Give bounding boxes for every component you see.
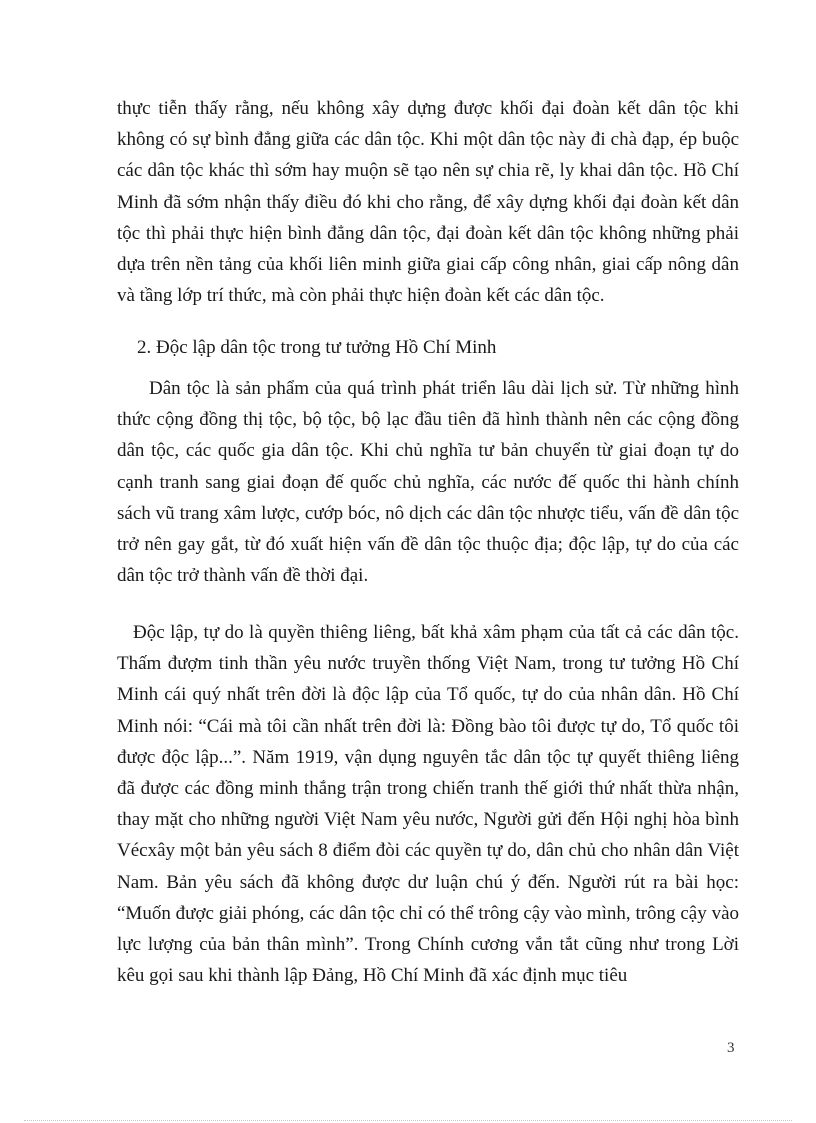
paragraph-equality-of-nations: thực tiễn thấy rằng, nếu không xây dựng được khối đại đoàn kết dân tộc khi không có sự bình đẳng giữa các dân tộc. Khi một dân tộc này đi chà đạp, ép buộc các dân tộc khác thì sớm hay muộn sẽ tạo nên sự chia rẽ, ly khai dân tộc. Hồ Chí Minh đã sớm nhận thấy điều đó khi cho rằng, để xây dựng khối đại đoàn kết dân tộc thì phải thực hiện bình đẳng dân tộc, đại đoàn kết dân tộc không những phải dựa trên nền tảng của khối liên minh giữa giai cấp công nhân, giai cấp nông dân và tầng lớp trí thức, mà còn phải thực hiện đoàn kết các dân tộc.	[117, 98, 739, 307]
section-heading: 2. Độc lập dân tộc trong tư tưởng Hồ Chí Minh	[137, 337, 497, 358]
page-bottom-border	[24, 1120, 792, 1121]
paragraph-nation-origin: Dân tộc là sản phẩm của quá trình phát triển lâu dài lịch sử. Từ những hình thức cộng đồng thị tộc, bộ tộc, bộ lạc đầu tiên đã hình thành nên các cộng đồng dân tộc, các quốc gia dân tộc. Khi chủ nghĩa tư bản chuyển từ giai đoạn tự do cạnh tranh sang giai đoạn đế quốc chủ nghĩa, các nước đế quốc thi hành chính sách vũ trang xâm lược, cướp bóc, nô dịch các dân tộc nhược tiểu, vấn đề dân tộc trở nên gay gắt, từ đó xuất hiện vấn đề dân tộc thuộc địa; độc lập, tự do của các dân tộc trở thành vấn đề thời đại.	[117, 378, 739, 587]
paragraph-independence-freedom: Độc lập, tự do là quyền thiêng liêng, bất khả xâm phạm của tất cả các dân tộc. Thấm đượm tinh thần yêu nước truyền thống Việt Nam, trong tư tưởng Hồ Chí Minh cái quý nhất trên đời là độc lập của Tổ quốc, tự do của nhân dân. Hồ Chí Minh nói: “Cái mà tôi cần nhất trên đời là: Đồng bào tôi được tự do, Tổ quốc tôi được độc lập...”. Năm 1919, vận dụng nguyên tắc dân tộc tự quyết thiêng liêng đã được các đồng minh thắng trận trong chiến tranh thế giới thứ nhất thừa nhận, thay mặt cho những người Việt Nam yêu nước, Người gửi đến Hội nghị hòa bình Vécxây một bản yêu sách 8 điểm đòi các quyền tự do, dân chủ cho nhân dân Việt Nam. Bản yêu sách đã không được dư luận chú ý đến. Người rút ra bài học: “Muốn được giải phóng, các dân tộc chỉ có thể trông cậy vào mình, trông cậy vào lực lượng của bản thân mình”. Trong Chính cương vắn tắt cũng như trong Lời kêu gọi sau khi thành lập Đảng, Hồ Chí Minh đã xác định mục tiêu	[117, 622, 739, 987]
page-number: 3	[727, 1040, 735, 1056]
